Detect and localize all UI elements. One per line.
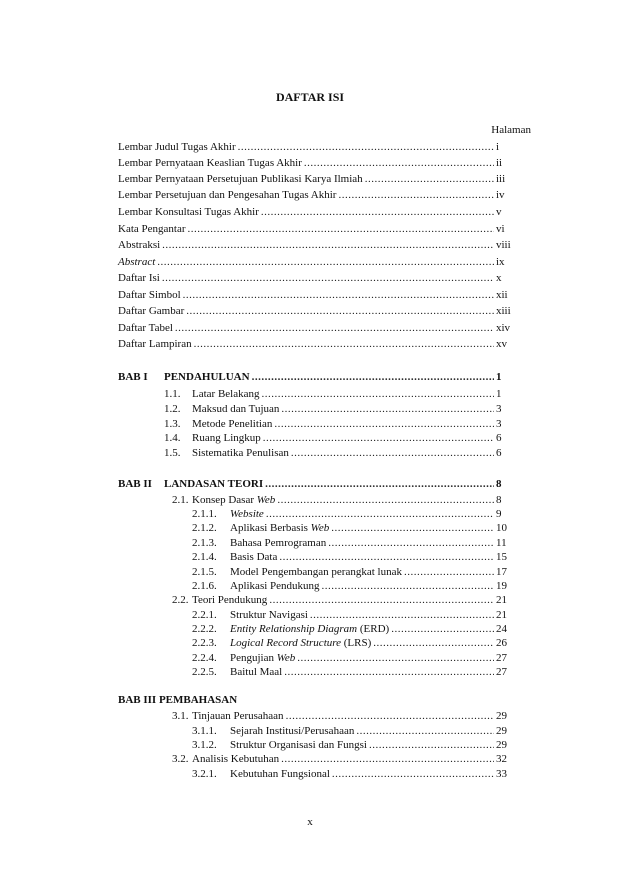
leader-dots <box>404 565 494 579</box>
subsection-text: Aplikasi Berbasis Web <box>230 522 330 534</box>
chapter-heading[interactable] <box>118 693 518 707</box>
toc-entry[interactable] <box>118 140 518 154</box>
section-number: 3.1. <box>172 710 189 722</box>
leader-dots <box>284 665 494 679</box>
toc-entry-text: Lembar Pernyataan Persetujuan Publikasi Karya Ilmiah <box>118 173 363 185</box>
subsection-entry[interactable] <box>192 507 518 521</box>
leader-dots <box>265 477 494 491</box>
subsection-entry[interactable] <box>192 665 518 679</box>
subsection-page: 29 <box>496 739 507 751</box>
subsection-text: Aplikasi Pendukung <box>230 580 320 592</box>
toc-entry-text: Lembar Konsultasi Tugas Akhir <box>118 206 259 218</box>
toc-entry-text: Daftar Lampiran <box>118 338 192 350</box>
chapter-title: LANDASAN TEORI <box>164 478 264 490</box>
toc-entry[interactable] <box>118 271 518 285</box>
section-entry[interactable] <box>172 709 518 723</box>
subsection-entry[interactable] <box>192 565 518 579</box>
section-page: 3 <box>496 403 502 415</box>
chapter-page: 8 <box>496 478 502 490</box>
toc-entry-page: iv <box>496 189 505 201</box>
subsection-page: 27 <box>496 666 507 678</box>
chapter-title: PENDAHULUAN <box>164 371 250 383</box>
toc-entry-text: Daftar Tabel <box>118 322 173 334</box>
leader-dots <box>269 593 494 607</box>
leader-dots <box>162 271 494 285</box>
section-page: 3 <box>496 418 502 430</box>
chapter-entry[interactable] <box>118 477 518 491</box>
section-page: 1 <box>496 388 502 400</box>
subsection-entry[interactable] <box>192 636 518 650</box>
leader-dots <box>194 337 494 351</box>
subsection-page: 15 <box>496 551 507 563</box>
leader-dots <box>157 255 494 269</box>
toc-entry[interactable] <box>118 321 518 335</box>
leader-dots <box>188 222 495 236</box>
subsection-text: Kebutuhan Fungsional <box>230 768 330 780</box>
leader-dots <box>304 156 494 170</box>
subsection-number: 3.1.1. <box>192 725 217 737</box>
subsection-number: 2.1.5. <box>192 566 217 578</box>
leader-dots <box>373 636 494 650</box>
section-text: Teori Pendukung <box>192 594 268 606</box>
leader-dots <box>328 536 494 550</box>
page-title: DAFTAR ISI <box>275 90 345 104</box>
leader-dots <box>391 622 494 636</box>
leader-dots <box>286 709 494 723</box>
leader-dots <box>238 140 494 154</box>
subsection-entry[interactable] <box>192 608 518 622</box>
toc-entry[interactable] <box>118 238 518 252</box>
subsection-text: Logical Record Structure (LRS) <box>230 637 372 649</box>
leader-dots <box>310 608 494 622</box>
subsection-entry[interactable] <box>192 579 518 593</box>
subsection-number: 2.1.4. <box>192 551 217 563</box>
leader-dots <box>263 431 494 445</box>
section-entry[interactable] <box>164 402 518 416</box>
toc-entry-text: Lembar Pernyataan Keaslian Tugas Akhir <box>118 157 302 169</box>
subsection-number: 2.1.6. <box>192 580 217 592</box>
chapter-page: 1 <box>496 371 502 383</box>
subsection-page: 33 <box>496 768 507 780</box>
toc-entry-page: i <box>496 141 500 153</box>
leader-dots <box>262 387 495 401</box>
toc-entry[interactable] <box>118 337 518 351</box>
subsection-number: 2.2.4. <box>192 652 217 664</box>
toc-entry[interactable] <box>118 304 518 318</box>
subsection-text: Model Pengembangan perangkat lunak <box>230 566 402 578</box>
section-entry[interactable] <box>172 493 518 507</box>
section-number: 3.2. <box>172 753 189 765</box>
subsection-page: 26 <box>496 637 507 649</box>
section-entry[interactable] <box>164 446 518 460</box>
leader-dots <box>338 188 494 202</box>
subsection-text: Struktur Navigasi <box>230 609 308 621</box>
toc-entry-page: xiv <box>496 322 511 334</box>
leader-dots <box>332 767 494 781</box>
leader-dots <box>369 738 494 752</box>
section-text: Maksud dan Tujuan <box>192 403 280 415</box>
subsection-text: Pengujian Web <box>230 652 296 664</box>
subsection-text: Basis Data <box>230 551 278 563</box>
toc-entry-text: Kata Pengantar <box>118 223 186 235</box>
subsection-page: 9 <box>496 508 502 520</box>
section-entry[interactable] <box>164 387 518 401</box>
leader-dots <box>281 752 494 766</box>
leader-dots <box>186 304 494 318</box>
toc-entry-page: iii <box>496 173 506 185</box>
subsection-text: Sejarah Institusi/Perusahaan <box>230 725 355 737</box>
section-page: 29 <box>496 710 507 722</box>
subsection-page: 17 <box>496 566 507 578</box>
subsection-text: Struktur Organisasi dan Fungsi <box>230 739 367 751</box>
section-entry[interactable] <box>164 417 518 431</box>
page-number: x <box>307 816 313 828</box>
toc-entry[interactable] <box>118 188 518 202</box>
subsection-number: 2.1.2. <box>192 522 217 534</box>
toc-entry-page: x <box>496 272 502 284</box>
leader-dots <box>261 205 494 219</box>
subsection-number: 2.2.5. <box>192 666 217 678</box>
subsection-page: 24 <box>496 623 507 635</box>
subsection-number: 2.1.3. <box>192 537 217 549</box>
section-page: 6 <box>496 447 502 459</box>
leader-dots <box>297 651 494 665</box>
section-number: 1.3. <box>164 418 181 430</box>
subsection-entry[interactable] <box>192 521 518 535</box>
toc-entry-page: ix <box>496 256 505 268</box>
toc-entry-text: Daftar Gambar <box>118 305 185 317</box>
subsection-page: 21 <box>496 609 507 621</box>
section-text: Latar Belakang <box>192 388 260 400</box>
subsection-page: 11 <box>496 537 507 549</box>
subsection-entry[interactable] <box>192 738 518 752</box>
leader-dots <box>356 724 494 738</box>
subsection-text: Website <box>230 508 264 520</box>
toc-entry-page: ii <box>496 157 503 169</box>
section-page: 8 <box>496 494 502 506</box>
leader-dots <box>252 370 494 384</box>
subsection-page: 29 <box>496 725 507 737</box>
section-page: 21 <box>496 594 507 606</box>
subsection-entry[interactable] <box>192 622 518 636</box>
toc-entry-text: Abstraksi <box>118 239 161 251</box>
subsection-entry[interactable] <box>192 651 518 665</box>
toc-entry-page: v <box>496 206 502 218</box>
leader-dots <box>277 493 494 507</box>
toc-entry-page: xv <box>496 338 507 350</box>
chapter-number: BAB I <box>118 371 148 383</box>
subsection-number: 3.1.2. <box>192 739 217 751</box>
toc-entry-page: viii <box>496 239 511 251</box>
chapter-entry[interactable] <box>118 370 518 384</box>
subsection-entry[interactable] <box>192 550 518 564</box>
section-page: 6 <box>496 432 502 444</box>
leader-dots <box>279 550 494 564</box>
leader-dots <box>162 238 494 252</box>
subsection-text: Entity Relationship Diagram (ERD) <box>230 623 390 635</box>
toc-entry-text: Lembar Persetujuan dan Pengesahan Tugas Akhir <box>118 189 337 201</box>
leader-dots <box>365 172 494 186</box>
subsection-page: 10 <box>496 522 507 534</box>
toc-entry[interactable] <box>118 255 518 269</box>
leader-dots <box>274 417 494 431</box>
toc-entry-text: Lembar Judul Tugas Akhir <box>118 141 236 153</box>
subsection-number: 2.2.3. <box>192 637 217 649</box>
subsection-number: 2.2.2. <box>192 623 217 635</box>
section-number: 2.1. <box>172 494 189 506</box>
leader-dots <box>183 288 494 302</box>
toc-entry[interactable] <box>118 205 518 219</box>
toc-entry-text: Daftar Simbol <box>118 289 181 301</box>
subsection-entry[interactable] <box>192 536 518 550</box>
section-entry[interactable] <box>172 752 518 766</box>
toc-entry-page: xii <box>496 289 508 301</box>
toc-entry-text: Abstract <box>118 256 156 268</box>
leader-dots <box>266 507 494 521</box>
section-number: 1.4. <box>164 432 181 444</box>
halaman-label: Halaman <box>491 124 531 136</box>
section-entry[interactable] <box>164 431 518 445</box>
toc-entry[interactable] <box>118 156 518 170</box>
section-text: Ruang Lingkup <box>192 432 261 444</box>
section-text: Konsep Dasar Web <box>192 494 276 506</box>
leader-dots <box>322 579 494 593</box>
subsection-page: 19 <box>496 580 507 592</box>
leader-dots <box>281 402 494 416</box>
section-text: Metode Penelitian <box>192 418 273 430</box>
toc-entry-text: Daftar Isi <box>118 272 160 284</box>
section-page: 32 <box>496 753 507 765</box>
subsection-entry[interactable] <box>192 724 518 738</box>
subsection-entry[interactable] <box>192 767 518 781</box>
subsection-text: Bahasa Pemrograman <box>230 537 327 549</box>
chapter-number: BAB II <box>118 478 152 490</box>
section-number: 2.2. <box>172 594 189 606</box>
section-entry[interactable] <box>172 593 518 607</box>
leader-dots <box>331 521 494 535</box>
section-number: 1.2. <box>164 403 181 415</box>
toc-entry[interactable] <box>118 222 518 236</box>
leader-dots <box>291 446 494 460</box>
toc-entry[interactable] <box>118 172 518 186</box>
section-number: 1.1. <box>164 388 181 400</box>
subsection-number: 2.1.1. <box>192 508 217 520</box>
subsection-number: 2.2.1. <box>192 609 217 621</box>
toc-entry[interactable] <box>118 288 518 302</box>
toc-entry-page: xiii <box>496 305 511 317</box>
subsection-page: 27 <box>496 652 507 664</box>
section-text: Analisis Kebutuhan <box>192 753 280 765</box>
chapter-title: BAB III PEMBAHASAN <box>118 694 238 706</box>
section-text: Tinjauan Perusahaan <box>192 710 284 722</box>
section-text: Sistematika Penulisan <box>192 447 289 459</box>
leader-dots <box>175 321 494 335</box>
subsection-text: Baitul Maal <box>230 666 283 678</box>
toc-entry-page: vi <box>496 223 505 235</box>
section-number: 1.5. <box>164 447 181 459</box>
subsection-number: 3.2.1. <box>192 768 217 780</box>
